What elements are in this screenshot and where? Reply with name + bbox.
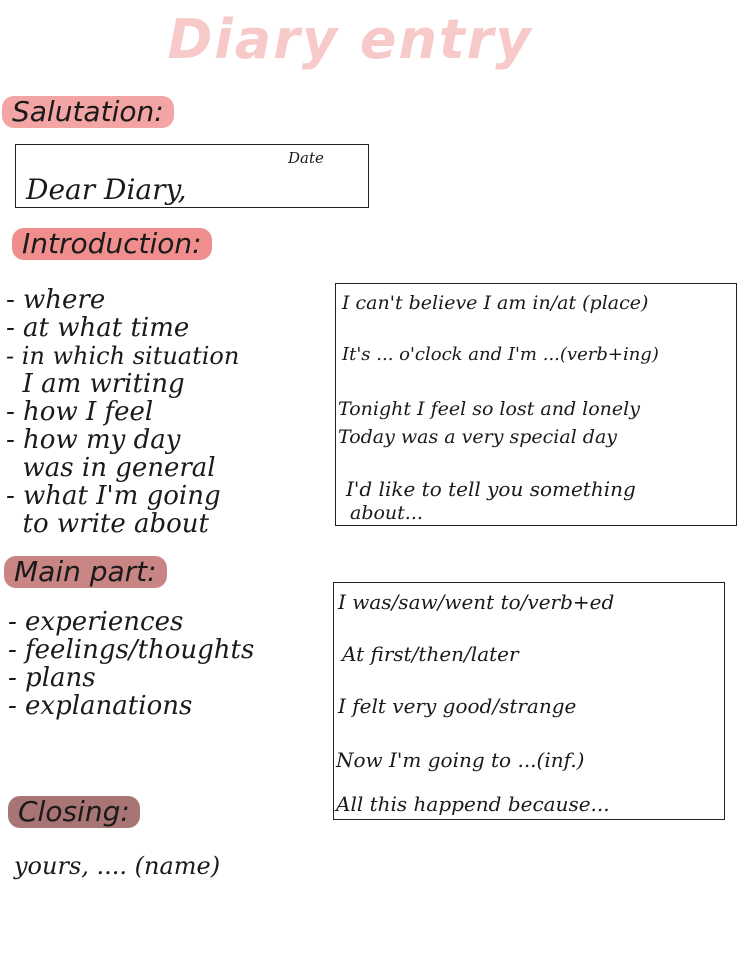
phrase-line: I can't believe I am in/at (place) xyxy=(342,292,649,314)
list-item: I am writing xyxy=(6,369,185,399)
list-item: to write about xyxy=(6,509,209,539)
salutation-heading: Salutation: xyxy=(2,96,174,128)
main-part-phrases-box xyxy=(333,582,725,820)
list-item: - how I feel xyxy=(6,397,154,427)
phrase-line: Now I'm going to ...(inf.) xyxy=(336,748,585,772)
closing-signoff: yours, .... (name) xyxy=(14,852,221,880)
phrase-line: I was/saw/went to/verb+ed xyxy=(338,590,615,614)
date-label: Date xyxy=(288,149,324,167)
list-item: - at what time xyxy=(6,313,190,343)
closing-heading: Closing: xyxy=(8,796,140,828)
list-item: - experiences xyxy=(8,607,184,637)
list-item: - plans xyxy=(8,663,96,693)
list-item: - what I'm going xyxy=(6,481,221,511)
phrase-line: Tonight I feel so lost and lonely xyxy=(338,398,640,420)
list-item: - explanations xyxy=(8,691,193,721)
list-item: - where xyxy=(6,285,106,315)
main-part-heading: Main part: xyxy=(4,556,167,588)
list-item: was in general xyxy=(6,453,216,483)
phrase-line: At first/then/later xyxy=(342,642,519,666)
phrase-line: It's ... o'clock and I'm ...(verb+ing) xyxy=(342,344,659,365)
list-item: - how my day xyxy=(6,425,181,455)
introduction-heading: Introduction: xyxy=(12,228,212,260)
introduction-phrases-box xyxy=(335,283,737,526)
list-item: - in which situation xyxy=(6,342,240,370)
introduction-list xyxy=(6,286,326,538)
salutation-box xyxy=(15,144,369,208)
phrase-line: I'd like to tell you something xyxy=(346,477,636,501)
phrase-line: about... xyxy=(350,502,423,524)
page-title: Diary entry xyxy=(167,8,533,71)
main-part-list xyxy=(8,608,328,720)
phrase-line: All this happend because... xyxy=(336,792,610,816)
phrase-line: I felt very good/strange xyxy=(338,694,577,718)
list-item: - feelings/thoughts xyxy=(8,635,255,665)
phrase-line: Today was a very special day xyxy=(338,426,618,448)
greeting-text: Dear Diary, xyxy=(26,173,187,206)
